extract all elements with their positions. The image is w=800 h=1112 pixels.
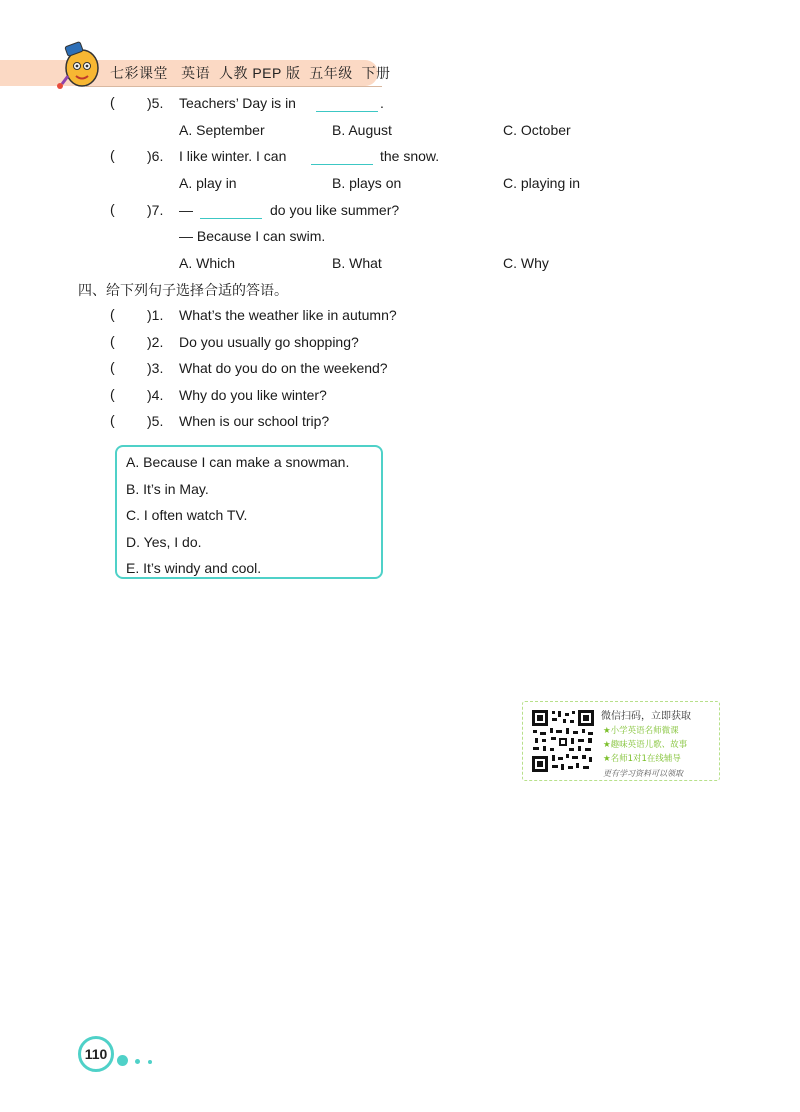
dialogue-reply: — Because I can swim.: [179, 228, 326, 244]
fill-blank[interactable]: [200, 217, 262, 219]
fill-blank[interactable]: [316, 110, 378, 112]
question-text-end: the snow.: [380, 148, 440, 164]
question-text: Why do you like winter?: [179, 387, 327, 403]
qr-footer-note: 更有学习资料可以领取: [603, 769, 683, 778]
answer-paren-open: (: [110, 94, 115, 110]
question-text: What’s the weather like in autumn?: [179, 307, 397, 323]
decor-dot: [148, 1060, 152, 1064]
section-title: 四、给下列句子选择合适的答语。: [78, 283, 288, 299]
page-number: 110: [84, 1046, 108, 1062]
question-number: )2.: [147, 334, 164, 350]
option-c: C. playing in: [503, 175, 581, 191]
option-b: B. What: [332, 255, 382, 271]
question-number: )7.: [147, 202, 164, 218]
answer-paren-open: (: [110, 359, 115, 375]
question-number: )3.: [147, 360, 164, 376]
answer-option-b: B. It’s in May.: [126, 481, 209, 497]
question-text: What do you do on the weekend?: [179, 360, 388, 376]
answer-paren-open: (: [110, 412, 115, 428]
fill-blank[interactable]: [311, 163, 373, 165]
option-a: A. play in: [179, 175, 237, 191]
mascot-icon: [54, 36, 106, 92]
answer-paren-open: (: [110, 201, 115, 217]
answer-option-d: D. Yes, I do.: [126, 534, 202, 550]
question-number: )5.: [147, 95, 164, 111]
answer-paren-open: (: [110, 306, 115, 322]
answer-option-a: A. Because I can make a snowman.: [126, 454, 350, 470]
answer-paren-open: (: [110, 386, 115, 402]
qr-title: 微信扫码，立即获取: [601, 711, 691, 722]
header-title: 七彩课堂 英语 人教 PEP 版 五年级 下册: [110, 65, 391, 81]
question-text-end: do you like summer?: [270, 202, 400, 218]
qr-code-icon[interactable]: [530, 708, 596, 774]
header-divider: [86, 86, 382, 87]
qr-benefit-2: ★趣味英语儿歌、故事: [603, 740, 688, 750]
answer-option-c: C. I often watch TV.: [126, 507, 248, 523]
question-text-end: .: [380, 95, 384, 111]
decor-dot: [135, 1059, 140, 1064]
decor-dot: [117, 1055, 128, 1066]
question-text: When is our school trip?: [179, 413, 330, 429]
question-number: )6.: [147, 148, 164, 164]
answer-option-e: E. It’s windy and cool.: [126, 560, 262, 576]
question-number: )4.: [147, 387, 164, 403]
answer-paren-open: (: [110, 147, 115, 163]
page-number-badge: [78, 1036, 114, 1072]
qr-benefit-1: ★小学英语名师微课: [603, 726, 679, 736]
option-c: C. October: [503, 122, 571, 138]
question-text: Teachers’ Day is in: [179, 95, 296, 111]
answer-paren-open: (: [110, 333, 115, 349]
option-a: A. Which: [179, 255, 236, 271]
option-a: A. September: [179, 122, 265, 138]
qr-benefit-3: ★名师1对1在线辅导: [603, 754, 681, 764]
question-number: )1.: [147, 307, 164, 323]
question-text: Do you usually go shopping?: [179, 334, 359, 350]
option-b: B. plays on: [332, 175, 402, 191]
qr-promo-card[interactable]: [522, 701, 720, 781]
dialogue-dash: —: [179, 202, 193, 218]
question-number: )5.: [147, 413, 164, 429]
question-text: I like winter. I can: [179, 148, 287, 164]
option-c: C. Why: [503, 255, 549, 271]
option-b: B. August: [332, 122, 392, 138]
